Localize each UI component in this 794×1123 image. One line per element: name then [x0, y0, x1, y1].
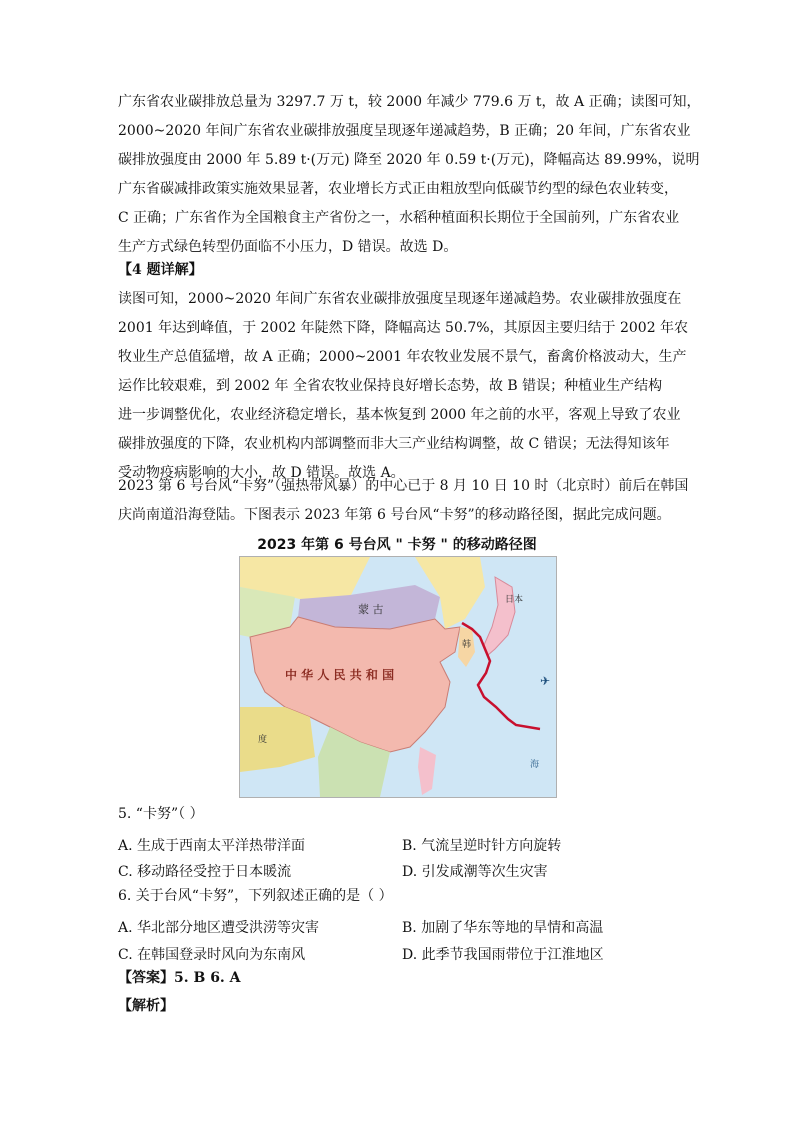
q5-option-d: D. 引发咸潮等次生灾害 [402, 864, 548, 880]
text-line: 广东省农业碳排放总量为 3297.7 万 t，较 2000 年减少 779.6 万 t，故 A 正确；读图可知， [118, 94, 701, 110]
heading-q4: 【4 题详解】 [118, 262, 203, 278]
text-line: C 正确；广东省作为全国粮食主产省份之一，水稻种植面积长期位于全国前列，广东省农业 [118, 210, 680, 226]
label-korea: 韩 [462, 640, 472, 650]
typhoon-route-map [239, 556, 557, 798]
label-sea: 海 [530, 760, 540, 770]
q6-option-c: C. 在韩国登录时风向为东南风 [118, 947, 306, 963]
text-line: 庆尚南道沿海登陆。下图表示 2023 年第 6 号台风“卡努”的移动路径图，据此完成问题。 [118, 507, 671, 523]
text-line: 2000~2020 年间广东省农业碳排放强度呈现逐年递减趋势，B 正确；20 年间，广东省农业 [118, 123, 691, 139]
label-mongolia: 蒙 古 [358, 603, 384, 616]
question-intro [118, 472, 689, 530]
q6-option-a: A. 华北部分地区遭受洪涝等灾害 [118, 920, 320, 936]
text-line: 生产方式绿色转型仍面临不小压力，D 错误。故选 D。 [118, 239, 458, 255]
text-line: 进一步调整优化，农业经济稳定增长，基本恢复到 2000 年之前的水平，客观上导致了农业 [118, 407, 681, 423]
q6-option-d: D. 此季节我国雨带位于江淮地区 [402, 947, 604, 963]
text-line: 碳排放强度的下降，农业机构内部调整而非大三产业结构调整，故 C 错误；无法得知该年 [118, 436, 670, 452]
airplane-icon: ✈ [540, 674, 551, 688]
analysis-heading: 【解析】 [118, 998, 174, 1014]
analysis-q4 [118, 285, 689, 488]
text-line: 受动物疫病影响的大小，故 D 错误。故选 A。 [118, 465, 405, 481]
text-line: 运作比较艰难，到 2002 年 全省农牧业保持良好增长态势，故 B 错误；种植业生产结构 [118, 378, 663, 394]
text-line: 2001 年达到峰值，于 2002 年陡然下降，降幅高达 50.7%，其原因主要归结于 2002 年农 [118, 320, 689, 336]
label-china: 中 华 人 民 共 和 国 [285, 668, 395, 682]
label-india: 度 [258, 735, 268, 745]
question-5-stem: 5. “卡努”（ ） [118, 806, 204, 822]
q5-option-b: B. 气流呈逆时针方向旋转 [402, 838, 562, 854]
answer-line: 【答案】5. B 6. A [118, 970, 241, 986]
text-line: 牧业生产总值猛增，故 A 正确；2000~2001 年农牧业发展不景气，畜禽价格波动大，生产 [118, 349, 687, 365]
map-svg [240, 557, 556, 797]
analysis-q3 [118, 88, 701, 262]
text-line: 碳排放强度由 2000 年 5.89 t·(万元) 降至 2020 年 0.59 t·(万元)，降幅高达 89.99%，说明 [118, 152, 700, 168]
q6-option-b: B. 加剧了华东等地的旱情和高温 [402, 920, 604, 936]
q5-option-c: C. 移动路径受控于日本暖流 [118, 864, 292, 880]
label-japan: 日本 [505, 595, 524, 605]
text-line: 读图可知，2000~2020 年间广东省农业碳排放强度呈现逐年递减趋势。农业碳排放强度在 [118, 291, 682, 307]
question-6-stem: 6. 关于台风“卡努”，下列叙述正确的是（ ） [118, 888, 393, 904]
text-line: 广东省碳减排政策实施效果显著，农业增长方式正由粗放型向低碳节约型的绿色农业转变， [118, 181, 678, 197]
q5-option-a: A. 生成于西南太平洋热带洋面 [118, 838, 306, 854]
figure-title: 2023 年第 6 号台风 " 卡努 " 的移动路径图 [257, 537, 537, 553]
text-line: 2023 第 6 号台风“卡努”（强热带风暴）的中心已于 8 月 10 日 10 时（北京时）前后在韩国 [118, 478, 689, 494]
